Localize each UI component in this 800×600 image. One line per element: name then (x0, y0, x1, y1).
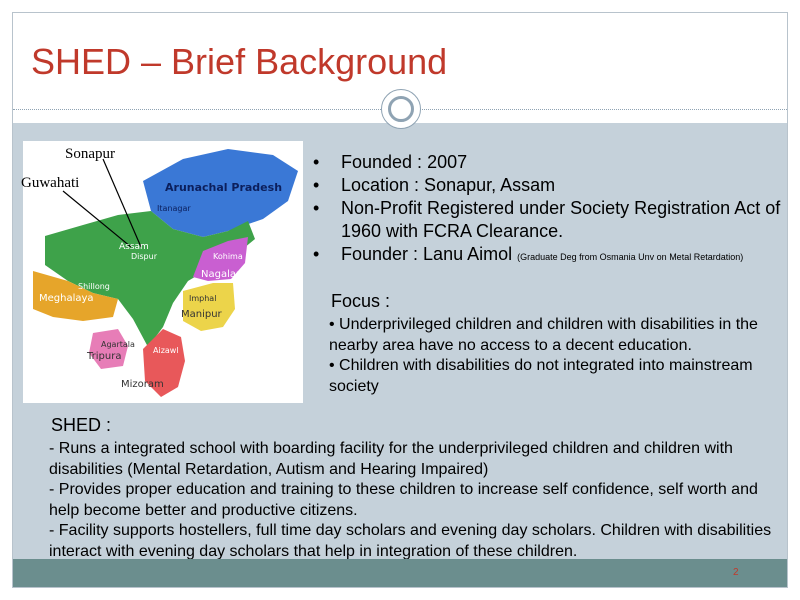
info-bullets (313, 151, 783, 269)
map-text-aizawl: Aizawl (153, 346, 179, 355)
map-text-imphal: Imphal (189, 294, 217, 303)
map-text-mizoram: Mizoram (121, 379, 164, 390)
bullet-founder (313, 243, 783, 269)
bullet-registration (313, 197, 783, 243)
slide-title: SHED – Brief Background (31, 41, 448, 82)
bullet-text: Location : Sonapur, Assam (341, 175, 556, 195)
shed-line-3: - Facility supports hostellers, full time day scholars and evening day scholars. Children with disabilities interact with evening day scholars that help in integration of these children. (49, 522, 772, 560)
footer-bar (13, 559, 787, 587)
map-text-arunachal: Arunachal Pradesh (165, 181, 283, 194)
focus-line-2: • Children with disabilities do not integrated into mainstream society (329, 357, 753, 395)
bullet-text: Non-Profit Registered under Society Registration Act of 1960 with FCRA Clearance. (341, 198, 781, 241)
map-text-nagaland: Nagaland (201, 269, 249, 280)
divider-circle-icon (381, 89, 421, 129)
bullet-marker: • (313, 152, 320, 172)
bullet-text: Founded : 2007 (341, 152, 468, 172)
map-text-shillong: Shillong (78, 282, 110, 291)
bullet-marker: • (313, 198, 320, 218)
page-number: 2 (733, 567, 739, 578)
map-text-assam: Assam (119, 242, 149, 252)
bullet-text: Founder : Lanu Aimol (341, 244, 513, 264)
map-text-kohima: Kohima (213, 252, 243, 261)
focus-heading: Focus : (331, 291, 391, 311)
map-text-agartala: Agartala (101, 340, 135, 349)
map-text-tripura: Tripura (87, 351, 122, 362)
map-text-itanagar: Itanagar (157, 204, 191, 213)
label-guwahati: Guwahati (21, 175, 80, 191)
shed-line-2: - Provides proper education and training to these children to increase self confidence, self worth and help become better and productive citizens. (49, 481, 758, 519)
slide (12, 12, 788, 588)
map-text-meghalaya: Meghalaya (39, 293, 94, 304)
focus-line-1: • Underprivileged children and children with disabilities in the nearby area have no access to a decent education. (329, 316, 758, 354)
bullet-founded (313, 151, 783, 174)
bullet-marker: • (313, 175, 320, 195)
shed-line-1: - Runs a integrated school with boarding facility for the underprivileged children and children with disabilities (Mental Retardation, Autism and Hearing Impaired) (49, 440, 733, 478)
shed-heading: SHED : (51, 415, 112, 435)
focus-text (329, 315, 791, 397)
manipur-region (183, 283, 235, 331)
founder-note: (Graduate Deg from Osmania Unv on Metal Retardation) (517, 252, 744, 262)
map-text-manipur: Manipur (181, 309, 222, 320)
tripura-region (89, 329, 128, 369)
map-text-dispur: Dispur (131, 252, 157, 261)
label-sonapur: Sonapur (65, 146, 115, 162)
bullet-location (313, 174, 783, 197)
bullet-marker: • (313, 244, 320, 264)
shed-text (49, 439, 779, 562)
